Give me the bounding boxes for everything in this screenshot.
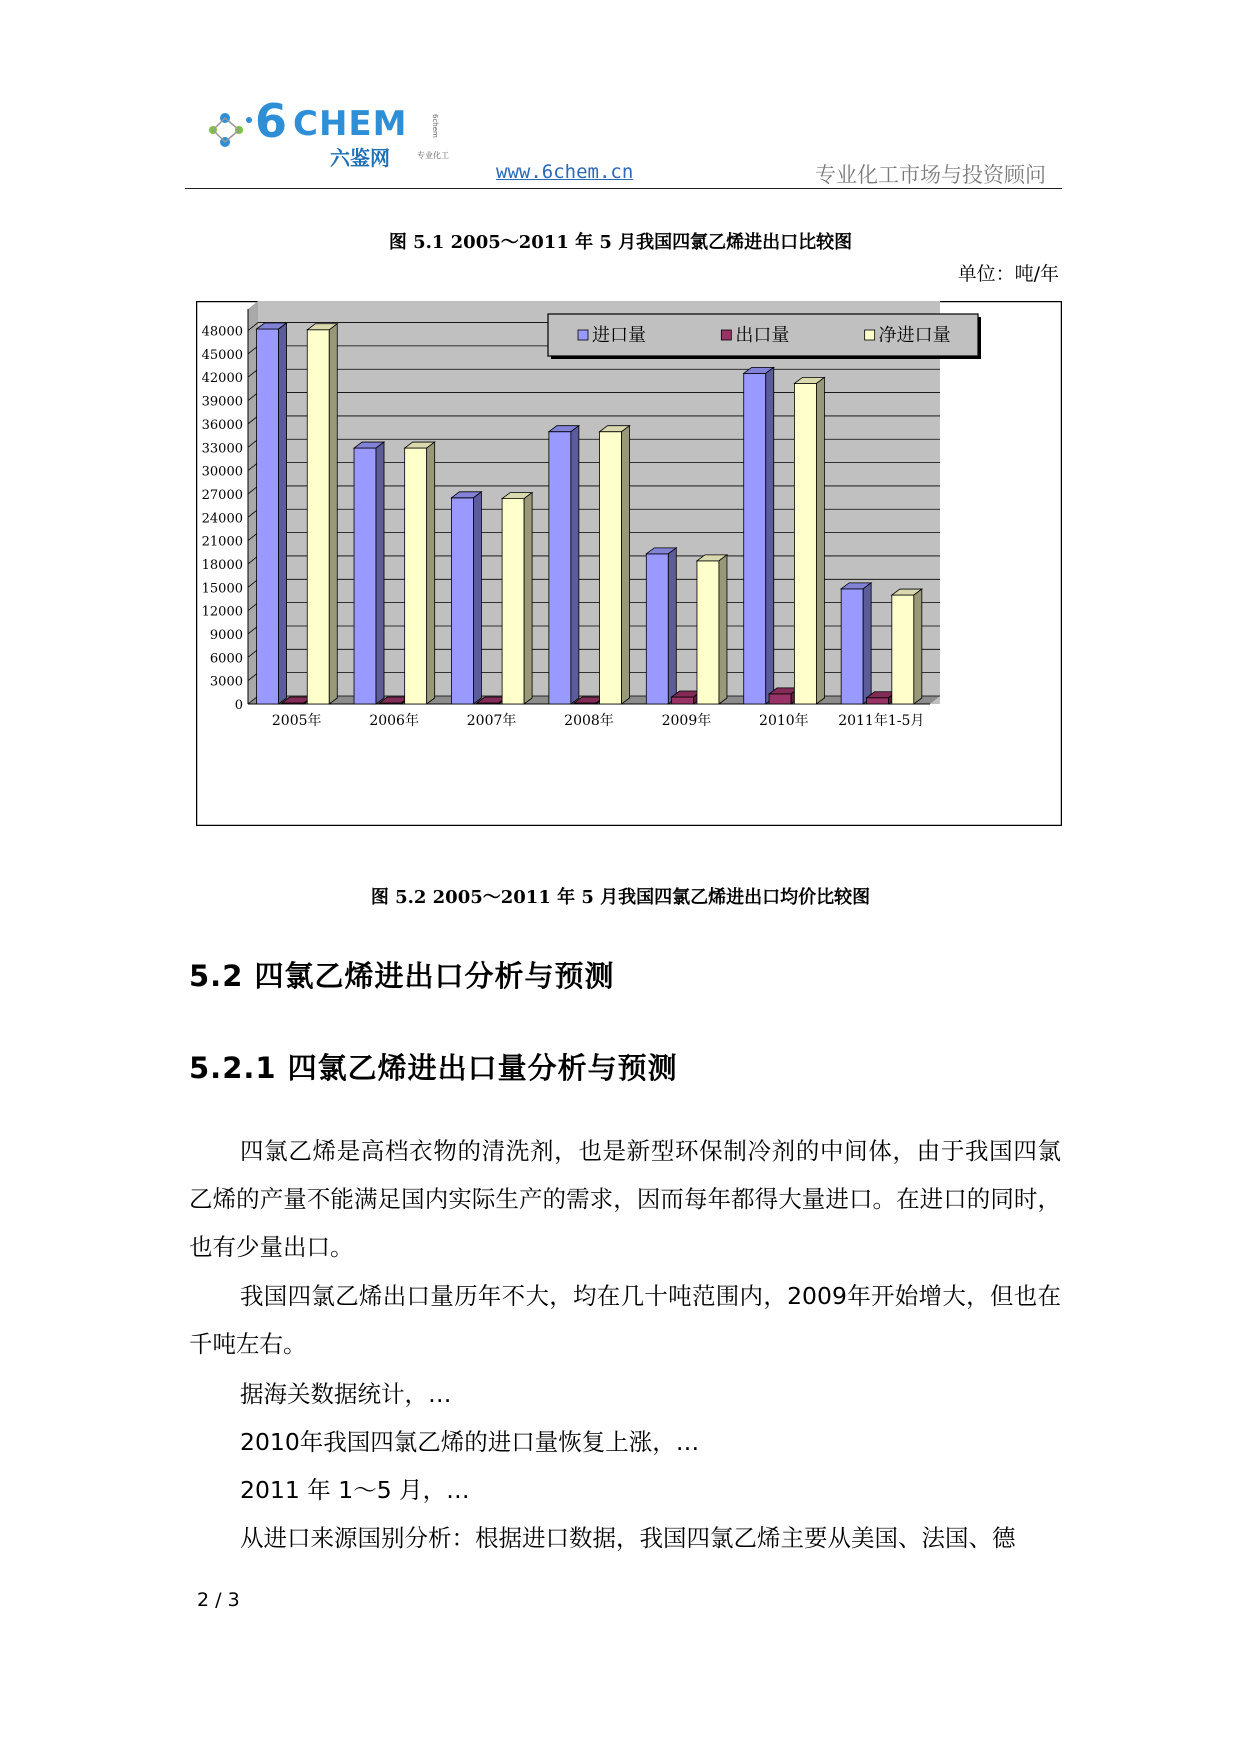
- paragraph-3: 据海关数据统计，…: [240, 1380, 452, 1408]
- bar-净进口量: [600, 432, 622, 704]
- legend-label: 进口量: [592, 325, 646, 346]
- bar-side: [571, 426, 579, 704]
- x-tick-label: 2008年: [564, 713, 614, 729]
- y-tick-label: 42000: [201, 371, 243, 387]
- bar-side: [914, 589, 922, 704]
- logo-mark: 6: [255, 94, 288, 148]
- figure-2-title: 图 5.2 2005～2011 年 5 月我国四氯乙烯进出口均价比较图: [370, 887, 871, 908]
- bar-净进口量: [405, 448, 427, 704]
- x-tick-label: 2005年: [271, 713, 322, 729]
- y-tick-label: 36000: [201, 417, 243, 433]
- bar-净进口量: [892, 595, 914, 704]
- y-tick-label: 15000: [201, 581, 243, 597]
- section-heading-5-2: 5.2 四氯乙烯进出口分析与预测: [189, 959, 615, 993]
- bar-side: [816, 377, 824, 704]
- header-divider: [185, 188, 1062, 189]
- bar-进口量: [257, 329, 279, 704]
- x-tick-label: 2009年: [661, 713, 712, 729]
- x-tick-label: 2006年: [369, 713, 419, 729]
- bar-进口量: [451, 498, 473, 704]
- y-tick-label: 0: [234, 698, 243, 713]
- bar-进口量: [841, 589, 863, 704]
- chart-legend: [548, 314, 981, 359]
- logo-sub: 专业化工: [417, 151, 449, 160]
- logo-cn: 六鉴网: [330, 146, 390, 170]
- bar-side: [427, 442, 435, 704]
- figure-1-title: 图 5.1 2005～2011 年 5 月我国四氯乙烯进出口比较图: [388, 232, 853, 253]
- x-tick-label: 2007年: [466, 713, 517, 729]
- y-tick-label: 33000: [201, 441, 243, 457]
- paragraph-1: 四氯乙烯是高档衣物的清洗剂，也是新型环保制冷剂的中间体，由于我国四氯乙烯的产量不能满足国内实际生产的需求，因而每年都得大量进口。在进口的同时，也有少量出口。: [189, 1137, 1061, 1261]
- y-tick-label: 48000: [201, 324, 243, 340]
- bar-进口量: [744, 373, 766, 704]
- bar-side: [668, 548, 676, 704]
- bar-出口量: [769, 694, 791, 704]
- y-tick-label: 18000: [201, 557, 243, 573]
- header-slogan: 专业化工市场与投资顾问: [815, 163, 1046, 187]
- legend-swatch: [865, 330, 875, 340]
- bar-净进口量: [794, 383, 816, 704]
- bar-side: [473, 492, 481, 704]
- y-tick-label: 30000: [201, 464, 243, 480]
- paragraph-4: 2010年我国四氯乙烯的进口量恢复上涨，…: [240, 1428, 700, 1456]
- y-tick-label: 12000: [201, 604, 243, 620]
- page-number: 2 / 3: [197, 1589, 240, 1611]
- bar-side: [279, 323, 287, 704]
- bar-出口量: [866, 698, 888, 704]
- paragraph-2: 我国四氯乙烯出口量历年不大，均在几十吨范围内，2009年开始增大，但也在千吨左右。: [189, 1282, 1061, 1358]
- import-export-chart: [196, 301, 1062, 826]
- legend-swatch: [721, 330, 731, 340]
- bar-side: [376, 442, 384, 704]
- x-tick-label: 2011年1-5月: [838, 713, 925, 729]
- bar-出口量: [672, 697, 694, 704]
- y-tick-label: 6000: [209, 651, 243, 667]
- bar-side: [329, 324, 337, 704]
- section-heading-5-2-1: 5.2.1 四氯乙烯进出口量分析与预测: [189, 1051, 678, 1085]
- bar-side: [719, 555, 727, 704]
- bar-side: [622, 426, 630, 704]
- logo-wordmark: CHEM: [293, 104, 408, 144]
- bar-side: [766, 367, 774, 704]
- bar-进口量: [354, 448, 376, 704]
- logo-reg: 6chem: [431, 114, 439, 138]
- legend-label: 净进口量: [878, 325, 951, 346]
- bar-净进口量: [307, 330, 329, 704]
- bar-净进口量: [502, 499, 524, 704]
- legend-label: 出口量: [735, 325, 790, 346]
- y-tick-label: 21000: [201, 534, 243, 550]
- paragraph-6: 从进口来源国别分析：根据进口数据，我国四氯乙烯主要从美国、法国、德: [240, 1524, 1016, 1552]
- y-tick-label: 45000: [201, 347, 243, 363]
- bar-净进口量: [697, 561, 719, 704]
- y-tick-label: 27000: [201, 487, 243, 503]
- plot-area: [248, 301, 940, 704]
- site-url-link[interactable]: www.6chem.cn: [496, 161, 634, 183]
- paragraph-5: 2011 年 1～5 月，…: [240, 1476, 470, 1504]
- unit-label: 单位：吨/年: [957, 263, 1059, 285]
- bar-进口量: [646, 554, 668, 704]
- bar-side: [524, 493, 532, 704]
- molecule-icon: [205, 110, 257, 150]
- legend-swatch: [578, 330, 588, 340]
- bar-side: [863, 583, 871, 704]
- y-tick-label: 39000: [201, 394, 243, 410]
- bar-进口量: [549, 432, 571, 704]
- y-tick-label: 24000: [201, 511, 243, 527]
- x-tick-label: 2010年: [759, 713, 809, 729]
- site-logo: [205, 94, 465, 170]
- y-tick-label: 9000: [209, 627, 243, 643]
- y-tick-label: 3000: [209, 674, 243, 690]
